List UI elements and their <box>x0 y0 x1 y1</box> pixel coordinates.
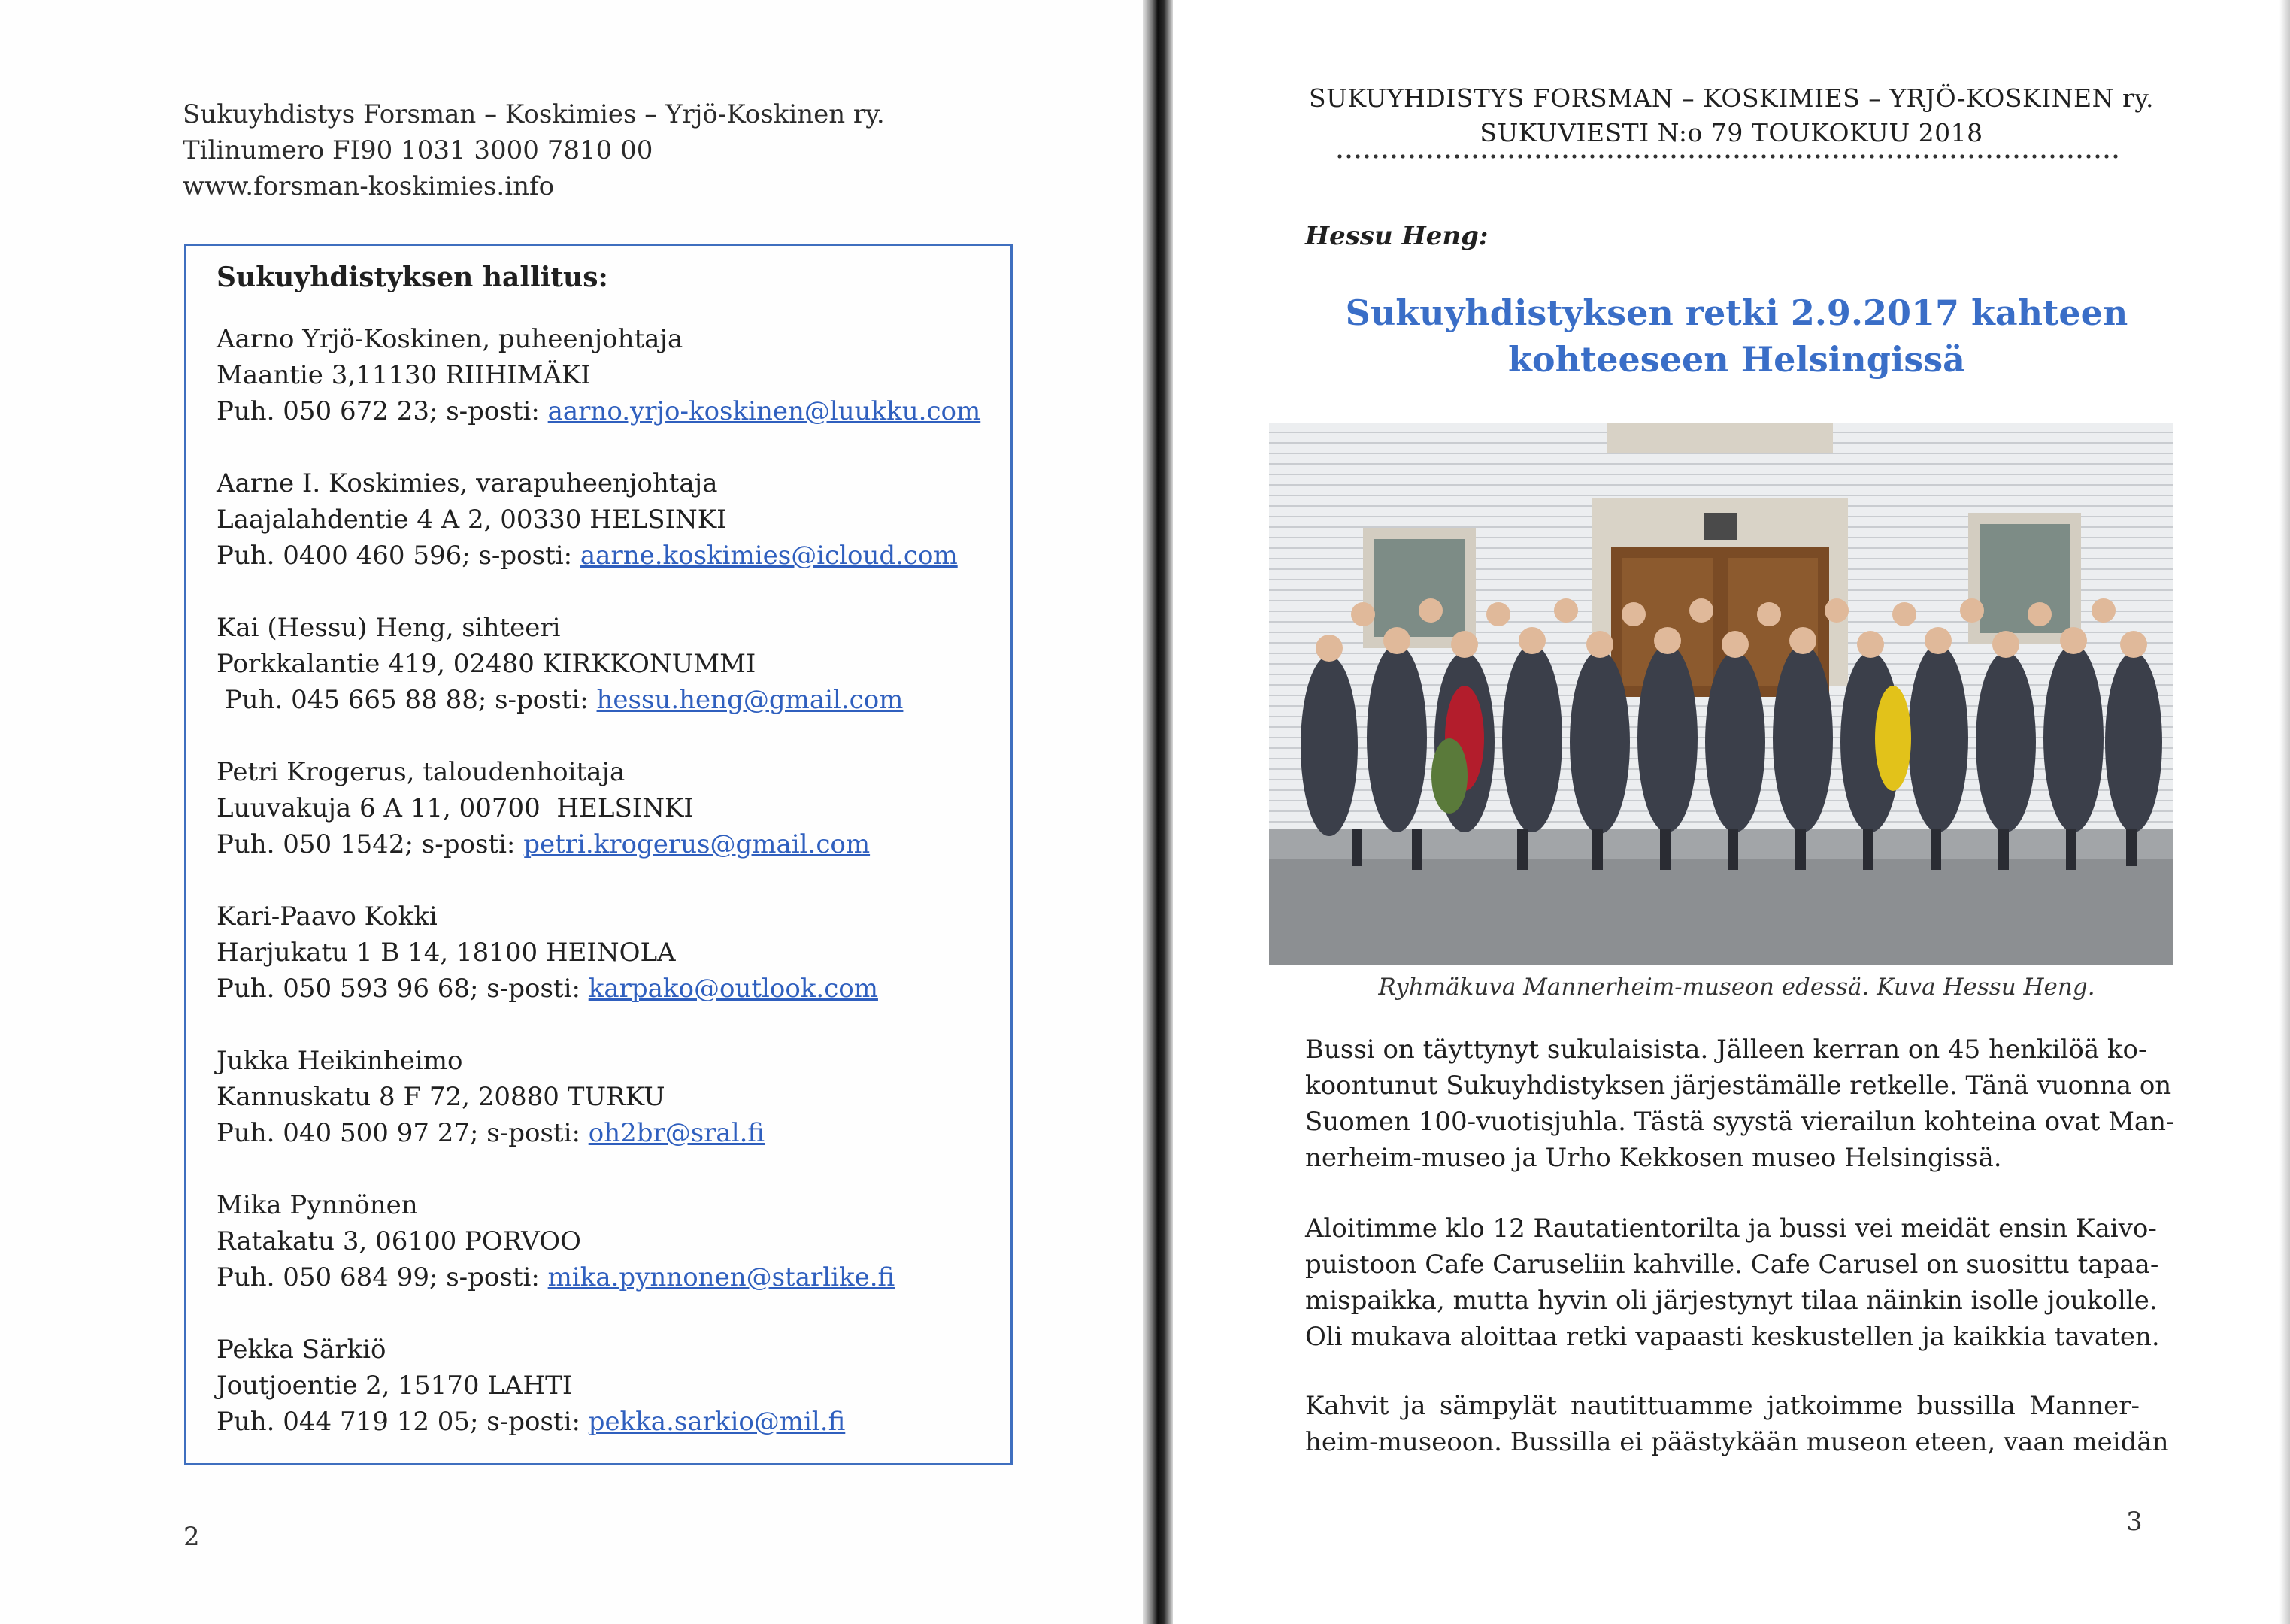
member-name: Mika Pynnönen <box>217 1190 418 1220</box>
book-spine <box>1143 0 1173 1624</box>
photo-caption: Ryhmäkuva Mannerheim-museon edessä. Kuva Hessu Heng. <box>1378 974 2095 1001</box>
member-contact <box>217 971 998 1007</box>
board-member <box>217 898 998 1007</box>
member-phone: Puh. 044 719 12 05; s-posti: <box>217 1407 589 1437</box>
board-member <box>217 1187 998 1295</box>
member-phone: Puh. 045 665 88 88; s-posti: <box>217 685 597 715</box>
member-phone: Puh. 050 672 23; s-posti: <box>217 396 548 426</box>
article-paragraph <box>1305 1210 2160 1355</box>
article-paragraph <box>1305 1032 2175 1176</box>
paragraph-line: koontunut Sukuyhdistyksen järjestämälle retkelle. Tänä vuonna on <box>1305 1071 2172 1101</box>
member-email-link[interactable]: karpako@outlook.com <box>588 974 878 1004</box>
member-contact <box>217 1115 998 1151</box>
board-member <box>217 465 998 574</box>
member-phone: Puh. 050 684 99; s-posti: <box>217 1262 548 1292</box>
paragraph-line: Kahvit ja sämpylät nautittuamme jatkoimme bussilla Manner- <box>1305 1391 2140 1421</box>
page-2 <box>0 0 1143 1624</box>
article-title <box>1293 289 2180 383</box>
member-email-link[interactable]: aarno.yrjo-koskinen@luukku.com <box>547 396 981 426</box>
member-name: Jukka Heikinheimo <box>217 1046 463 1076</box>
paragraph-line: Bussi on täyttynyt sukulaisista. Jälleen kerran on 45 henkilöä ko- <box>1305 1035 2147 1065</box>
paragraph-line: mispaikka, mutta hyvin oli järjestynyt tilaa näinkin isolle joukolle. <box>1305 1286 2158 1316</box>
article-title-line: kohteeseen Helsingissä <box>1508 339 1965 380</box>
member-name: Kai (Hessu) Heng, sihteeri <box>217 613 561 643</box>
member-name: Petri Krogerus, taloudenhoitaja <box>217 757 626 787</box>
article-paragraph <box>1305 1388 2169 1460</box>
member-address: Joutjoentie 2, 15170 LAHTI <box>217 1371 573 1401</box>
member-email-link[interactable]: hessu.heng@gmail.com <box>596 685 904 715</box>
article-title-line: Sukuyhdistyksen retki 2.9.2017 kahteen <box>1345 292 2128 333</box>
member-address: Maantie 3,11130 RIIHIMÄKI <box>217 360 591 390</box>
member-name: Kari-Paavo Kokki <box>217 901 438 932</box>
newsletter-header <box>1173 81 2290 150</box>
member-phone: Puh. 050 1542; s-posti: <box>217 829 524 859</box>
page-3 <box>1173 0 2290 1624</box>
account-number: Tilinumero FI90 1031 3000 7810 00 <box>183 135 653 165</box>
member-address: Laajalahdentie 4 A 2, 00330 HELSINKI <box>217 504 727 535</box>
paragraph-line: nerheim-museo ja Urho Kekkosen museo Helsingissä. <box>1305 1143 2002 1173</box>
association-name: SUKUYHDISTYS FORSMAN – KOSKIMIES – YRJÖ-KOSKINEN ry. <box>1308 83 2154 113</box>
member-address: Luuvakuja 6 A 11, 00700 HELSINKI <box>217 793 694 823</box>
member-name: Aarno Yrjö-Koskinen, puheenjohtaja <box>217 324 683 354</box>
page-edge-right <box>2279 0 2290 1624</box>
board-member <box>217 321 998 429</box>
paragraph-line: Aloitimme klo 12 Rautatientorilta ja bussi vei meidät ensin Kaivo- <box>1305 1213 2157 1244</box>
member-phone: Puh. 0400 460 596; s-posti: <box>217 541 580 571</box>
dotted-divider <box>1335 154 2122 159</box>
member-phone: Puh. 050 593 96 68; s-posti: <box>217 974 589 1004</box>
paragraph-line: puistoon Cafe Caruseliin kahville. Cafe Carusel on suosittu tapaa- <box>1305 1250 2159 1280</box>
member-name: Pekka Särkiö <box>217 1335 386 1365</box>
issue-info: SUKUVIESTI N:o 79 TOUKOKUU 2018 <box>1480 118 1983 147</box>
group-photo <box>1269 423 2173 965</box>
member-contact <box>217 682 998 718</box>
board-member <box>217 610 998 718</box>
article-author: Hessu Heng: <box>1305 221 1489 251</box>
paragraph-line: heim-museoon. Bussilla ei päästykään museon eteen, vaan meidän <box>1305 1427 2169 1457</box>
member-contact <box>217 1259 998 1295</box>
member-contact <box>217 1404 998 1440</box>
member-phone: Puh. 040 500 97 27; s-posti: <box>217 1118 589 1148</box>
member-email-link[interactable]: petri.krogerus@gmail.com <box>523 829 871 859</box>
board-members-box <box>184 244 1013 1465</box>
member-address: Kannuskatu 8 F 72, 20880 TURKU <box>217 1082 665 1112</box>
member-name: Aarne I. Koskimies, varapuheenjohtaja <box>217 468 718 498</box>
page-number: 3 <box>2126 1507 2143 1537</box>
member-address: Ratakatu 3, 06100 PORVOO <box>217 1226 581 1256</box>
board-member <box>217 1043 998 1151</box>
member-email-link[interactable]: oh2br@sral.fi <box>588 1118 765 1148</box>
board-heading: Sukuyhdistyksen hallitus: <box>217 262 608 293</box>
page-number: 2 <box>183 1522 200 1552</box>
board-member <box>217 754 998 862</box>
member-address: Porkkalantie 419, 02480 KIRKKONUMMI <box>217 649 756 679</box>
group-photo-illustration <box>1269 423 2173 965</box>
board-member <box>217 1332 998 1440</box>
member-address: Harjukatu 1 B 14, 18100 HEINOLA <box>217 938 676 968</box>
website-url: www.forsman-koskimies.info <box>183 171 555 201</box>
member-contact <box>217 393 998 429</box>
member-email-link[interactable]: aarne.koskimies@icloud.com <box>580 541 958 571</box>
paragraph-line: Oli mukava aloittaa retki vapaasti keskustellen ja kaikkia tavaten. <box>1305 1322 2160 1352</box>
member-contact <box>217 538 998 574</box>
member-email-link[interactable]: mika.pynnonen@starlike.fi <box>547 1262 895 1292</box>
member-contact <box>217 826 998 862</box>
member-email-link[interactable]: pekka.sarkio@mil.fi <box>588 1407 846 1437</box>
association-name: Sukuyhdistys Forsman – Koskimies – Yrjö-Koskinen ry. <box>183 99 885 129</box>
paragraph-line: Suomen 100-vuotisjuhla. Tästä syystä vierailun kohteina ovat Man- <box>1305 1107 2175 1137</box>
